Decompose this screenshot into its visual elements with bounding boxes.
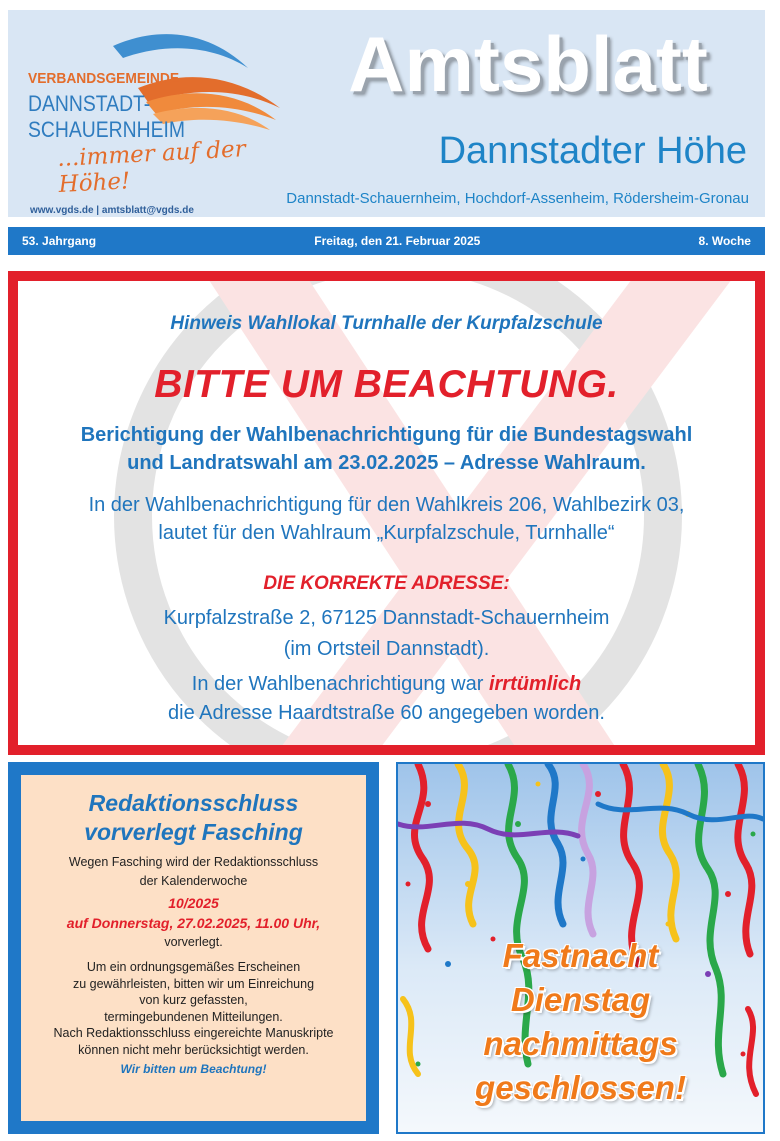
carnival-line-3: nachmittags [483,1025,678,1062]
notice-body [28,491,745,547]
editorial-deadline-content [21,775,366,1121]
notice-heading: Hinweis Wahllokal Turnhalle der Kurpfalzschule [170,313,603,334]
contact-links[interactable]: www.vgds.de | amtsblatt@vgds.de [30,205,194,216]
carnival-line-4: geschlossen! [475,1069,686,1106]
deadline-verb: vorverlegt. [164,935,223,949]
deadline-body-line: termingebundenen Mitteilungen. [104,1009,283,1024]
deadline-closing: Wir bitten um Beachtung! [120,1062,267,1076]
deadline-body [21,959,366,1058]
correction-line-1: Berichtigung der Wahlbenachrichtigung für die Bundestagswahl [80,424,693,446]
deadline-body-line: Nach Redaktionsschluss eingereichte Manuskripte [53,1026,334,1040]
masthead [8,10,765,217]
body-line-1: In der Wahlbenachrichtigung für den Wahlkreis 206, Wahlbezirk 03, [88,494,685,516]
municipality-logo[interactable] [18,28,283,216]
deadline-body-line: können nicht mehr berücksichtigt werden. [78,1042,309,1057]
correction-line-2: und Landratswahl am 23.02.2025 – Adresse Wahlraum. [127,452,646,474]
error-statement [18,670,755,728]
deadline-new-date: auf Donnerstag, 27.02.2025, 11.00 Uhr, [66,915,321,931]
address-line-1: Kurpfalzstraße 2, 67125 Dannstadt-Schauernheim [163,607,610,629]
correct-address-label: DIE KORREKTE ADRESSE: [263,573,510,594]
logo-text-verbandsgemeinde: VERBANDSGEMEINDE [28,70,180,87]
deadline-body-line: Um ein ordnungsgemäßes Erscheinen [86,960,301,974]
issue-info-bar [8,227,765,255]
page-subtitle: Dannstadter Höhe [438,130,747,172]
deadline-body-line: zu gewährleisten, bitten wir um Einreichung [72,976,315,991]
address-line-2: (im Ortsteil Dannstadt). [283,638,490,660]
error-prefix: In der Wahlbenachrichtigung war [191,673,489,695]
body-line-2: lautet für den Wahlraum „Kurpfalzschule, Turnhalle“ [158,522,615,544]
logo-text-dannstadt: DANNSTADT- [28,91,151,116]
election-notice-box [8,271,765,755]
deadline-body-line: von kurz gefassten, [139,993,248,1007]
logo-slogan: ...immer auf der Höhe! [56,136,247,198]
page-title: Amtsblatt [348,20,708,108]
correct-address [18,603,755,665]
deadline-week: 10/2025 [168,895,219,911]
deadline-title-2: vorverlegt Fasching [84,819,303,845]
carnival-line-2: Dienstag [510,981,651,1018]
error-line-1 [18,670,755,699]
error-emphasis: irrtümlich [488,673,582,695]
error-line-2: die Adresse Haardtstraße 60 angegeben worden. [168,702,605,724]
notice-correction [28,421,745,477]
deadline-intro-1: Wegen Fasching wird der Redaktionsschluss [68,855,319,869]
member-towns: Dannstadt-Schauernheim, Hochdorf-Assenheim, Rödersheim-Gronau [286,190,749,207]
carnival-closure-box [396,762,765,1134]
editorial-deadline-box [8,762,379,1134]
notice-alert: BITTE UM BEACHTUNG. [154,363,619,406]
deadline-intro-2: der Kalenderwoche [139,874,248,888]
issue-date: Freitag, den 21. Februar 2025 [314,234,481,248]
issue-week: 8. Woche [698,234,751,248]
carnival-line-1: Fastnacht [502,937,659,974]
deadline-title-1: Redaktionsschluss [88,790,299,816]
issue-volume: 53. Jahrgang [22,234,97,248]
logo-text-schauernheim: SCHAUERNHEIM [28,117,186,142]
carnival-closure-text [398,934,763,1110]
